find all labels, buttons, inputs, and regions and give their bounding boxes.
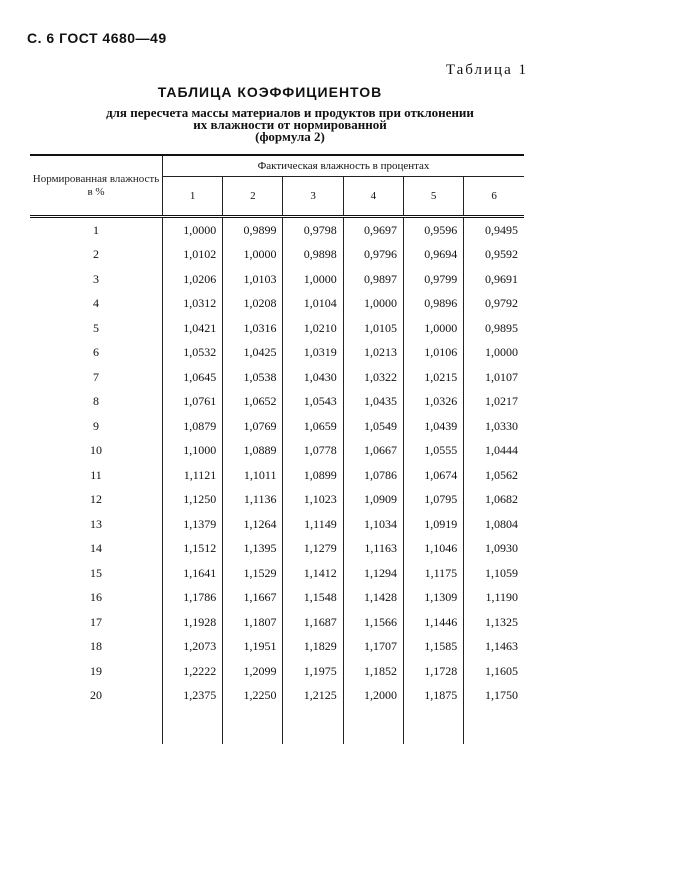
- coefficient-cell: 0,9796: [343, 243, 403, 268]
- coefficient-cell: 0,9694: [403, 243, 463, 268]
- table-row: [30, 635, 524, 660]
- coefficient-cell: 1,2250: [223, 684, 283, 709]
- coefficient-cell: 1,1707: [343, 635, 403, 660]
- coefficient-cell: 1,0562: [464, 463, 524, 488]
- coefficient-cell: 1,0105: [343, 316, 403, 341]
- coefficient-cell: 0,9697: [343, 218, 403, 243]
- coefficient-cell: 1,0421: [163, 316, 223, 341]
- row-header-humidity: 8: [93, 394, 99, 409]
- coefficient-cell: 1,1149: [283, 512, 343, 537]
- coefficient-cell: 0,9799: [403, 267, 463, 292]
- coefficient-cell: 1,0000: [403, 316, 463, 341]
- table-label: Таблица 1: [445, 62, 528, 78]
- coefficient-cell: 1,2073: [163, 635, 223, 660]
- coefficient-cell: 1,1046: [403, 537, 463, 562]
- coefficient-cell: 1,0102: [163, 243, 223, 268]
- table-row: [30, 218, 524, 243]
- row-header-humidity: 12: [90, 492, 102, 507]
- coefficient-cell: 1,0778: [283, 439, 343, 464]
- column-number-header: 2: [223, 177, 283, 217]
- coefficient-cell: 1,0208: [223, 292, 283, 317]
- coefficient-cell: 1,1585: [403, 635, 463, 660]
- coefficient-cell: 1,0104: [283, 292, 343, 317]
- table-row: [30, 684, 524, 709]
- coefficient-cell: 1,1379: [163, 512, 223, 537]
- coefficient-cell: 1,1395: [223, 537, 283, 562]
- coefficient-cell: 1,0786: [343, 463, 403, 488]
- coefficient-cell: 0,9495: [464, 218, 524, 243]
- coefficient-cell: 1,0555: [403, 439, 463, 464]
- coefficient-cell: 1,1786: [163, 586, 223, 611]
- coefficient-cell: 1,0919: [403, 512, 463, 537]
- row-header-humidity: 15: [90, 565, 102, 580]
- coefficient-cell: 1,0000: [223, 243, 283, 268]
- row-header-humidity: 17: [90, 614, 102, 629]
- coefficient-cell: 1,1687: [283, 610, 343, 635]
- coefficient-cell: 1,0659: [283, 414, 343, 439]
- coefficient-cell: 1,1512: [163, 537, 223, 562]
- column-number-header: 6: [464, 177, 524, 217]
- coefficient-cell: 1,1279: [283, 537, 343, 562]
- coefficient-cell: 1,0106: [403, 341, 463, 366]
- column-number-header: 1: [163, 177, 223, 217]
- coefficient-cell: 1,1412: [283, 561, 343, 586]
- coefficient-cell: 1,0000: [283, 267, 343, 292]
- coefficient-cell: 1,0667: [343, 439, 403, 464]
- table-row: [30, 414, 524, 439]
- row-header-humidity: 4: [93, 296, 99, 311]
- table-row: [30, 488, 524, 513]
- coefficient-cell: 1,1928: [163, 610, 223, 635]
- row-header-humidity: 7: [93, 369, 99, 384]
- row-header-humidity: 13: [90, 516, 102, 531]
- coefficient-cell: 1,0549: [343, 414, 403, 439]
- page-header: С. 6 ГОСТ 4680—49: [27, 30, 167, 46]
- row-header-humidity: 19: [90, 663, 102, 678]
- coefficient-cell: 1,1136: [223, 488, 283, 513]
- coefficient-cell: 1,1059: [464, 561, 524, 586]
- coefficient-cell: 1,0674: [403, 463, 463, 488]
- coefficient-cell: 1,1975: [283, 659, 343, 684]
- coefficient-cell: 1,0430: [283, 365, 343, 390]
- coefficient-cell: 1,1428: [343, 586, 403, 611]
- coefficient-cell: 1,1852: [343, 659, 403, 684]
- coefficient-cell: 1,0316: [223, 316, 283, 341]
- row-header-humidity: 6: [93, 345, 99, 360]
- row-header-humidity: 20: [90, 688, 102, 703]
- coefficient-cell: 1,0909: [343, 488, 403, 513]
- coefficient-cell: 1,0538: [223, 365, 283, 390]
- coefficient-cell: 1,0322: [343, 365, 403, 390]
- coefficient-cell: 1,1264: [223, 512, 283, 537]
- table-row: [30, 390, 524, 415]
- coefficient-cell: 1,0210: [283, 316, 343, 341]
- coefficient-cell: 1,1605: [464, 659, 524, 684]
- coefficient-cell: 1,0000: [464, 341, 524, 366]
- row-header-humidity: 14: [90, 541, 102, 556]
- coefficient-cell: 1,1023: [283, 488, 343, 513]
- coefficient-cell: 1,0889: [223, 439, 283, 464]
- table-row: [30, 537, 524, 562]
- coefficient-cell: 1,1951: [223, 635, 283, 660]
- table-row: [30, 610, 524, 635]
- coefficient-cell: 1,1250: [163, 488, 223, 513]
- coefficient-cell: 1,0761: [163, 390, 223, 415]
- table-title: ТАБЛИЦА КОЭФФИЦИЕНТОВ: [157, 84, 383, 100]
- row-header-humidity: 9: [93, 418, 99, 433]
- coefficient-cell: 1,0215: [403, 365, 463, 390]
- row-header-humidity: 2: [93, 247, 99, 262]
- corner-header: Нормированная влажность в %: [30, 155, 163, 217]
- coefficient-cell: 1,0330: [464, 414, 524, 439]
- coefficient-cell: 0,9792: [464, 292, 524, 317]
- row-header-humidity: 3: [93, 271, 99, 286]
- coefficient-cell: 1,1566: [343, 610, 403, 635]
- coefficient-cell: 1,0000: [163, 218, 223, 243]
- coefficient-cell: 1,1446: [403, 610, 463, 635]
- table-row: [30, 463, 524, 488]
- coefficient-cell: 1,1548: [283, 586, 343, 611]
- coefficient-cell: 1,0899: [283, 463, 343, 488]
- coefficient-cell: 1,0930: [464, 537, 524, 562]
- coefficient-cell: 1,0532: [163, 341, 223, 366]
- coefficient-cell: 1,0103: [223, 267, 283, 292]
- coefficient-cell: 1,2375: [163, 684, 223, 709]
- group-header: Фактическая влажность в процентах: [163, 155, 524, 177]
- row-header-humidity: 1: [93, 222, 99, 237]
- table-bottom-spacer: [30, 708, 524, 744]
- coefficients-table: [30, 154, 524, 744]
- coefficients-table-container: [30, 154, 524, 744]
- coefficient-cell: 1,1728: [403, 659, 463, 684]
- coefficient-cell: 1,1529: [223, 561, 283, 586]
- coefficient-cell: 1,0769: [223, 414, 283, 439]
- row-header-humidity: 11: [90, 467, 102, 482]
- coefficient-cell: 0,9899: [223, 218, 283, 243]
- table-row: [30, 243, 524, 268]
- coefficient-cell: 1,1829: [283, 635, 343, 660]
- row-header-humidity: 16: [90, 590, 102, 605]
- row-header-humidity: 5: [93, 320, 99, 335]
- coefficient-cell: 1,0444: [464, 439, 524, 464]
- coefficient-cell: 1,2125: [283, 684, 343, 709]
- coefficient-cell: 1,1190: [464, 586, 524, 611]
- table-row: [30, 341, 524, 366]
- coefficient-cell: 1,0439: [403, 414, 463, 439]
- coefficient-cell: 1,0645: [163, 365, 223, 390]
- coefficient-cell: 1,1294: [343, 561, 403, 586]
- coefficient-cell: 1,0804: [464, 512, 524, 537]
- coefficient-cell: 1,1163: [343, 537, 403, 562]
- coefficient-cell: 1,1121: [163, 463, 223, 488]
- column-number-header: 3: [283, 177, 343, 217]
- table-row: [30, 365, 524, 390]
- coefficient-cell: 1,0107: [464, 365, 524, 390]
- row-header-humidity: 10: [90, 443, 102, 458]
- coefficient-cell: 1,0682: [464, 488, 524, 513]
- coefficient-cell: 1,2000: [343, 684, 403, 709]
- coefficient-cell: 0,9592: [464, 243, 524, 268]
- table-row: [30, 439, 524, 464]
- coefficient-cell: 1,0206: [163, 267, 223, 292]
- column-number-header: 5: [403, 177, 463, 217]
- coefficient-cell: 1,1875: [403, 684, 463, 709]
- subtitle-line-2: их влажности от нормированной: [193, 117, 387, 132]
- coefficient-cell: 1,0217: [464, 390, 524, 415]
- coefficient-cell: 1,2099: [223, 659, 283, 684]
- subtitle-line-3: (формула 2): [255, 129, 325, 144]
- coefficient-cell: 0,9896: [403, 292, 463, 317]
- coefficient-cell: 1,0000: [343, 292, 403, 317]
- coefficient-cell: 0,9798: [283, 218, 343, 243]
- coefficient-cell: 1,1463: [464, 635, 524, 660]
- coefficient-cell: 0,9596: [403, 218, 463, 243]
- table-row: [30, 292, 524, 317]
- coefficient-cell: 1,0795: [403, 488, 463, 513]
- subtitle-line-1: для пересчета массы материалов и продуктов при отклонении: [106, 105, 474, 120]
- coefficient-cell: 1,1175: [403, 561, 463, 586]
- coefficient-cell: 1,1309: [403, 586, 463, 611]
- coefficient-cell: 0,9898: [283, 243, 343, 268]
- coefficient-cell: 1,0652: [223, 390, 283, 415]
- coefficient-cell: 0,9897: [343, 267, 403, 292]
- table-row: [30, 512, 524, 537]
- coefficient-cell: 1,1641: [163, 561, 223, 586]
- coefficient-cell: 1,0425: [223, 341, 283, 366]
- coefficient-cell: 1,1667: [223, 586, 283, 611]
- coefficient-cell: 1,2222: [163, 659, 223, 684]
- coefficient-cell: 0,9691: [464, 267, 524, 292]
- coefficient-cell: 1,1750: [464, 684, 524, 709]
- column-number-header: 4: [343, 177, 403, 217]
- coefficient-cell: 1,1034: [343, 512, 403, 537]
- coefficient-cell: 1,1325: [464, 610, 524, 635]
- table-row: [30, 267, 524, 292]
- coefficient-cell: 1,0543: [283, 390, 343, 415]
- coefficient-cell: 1,0312: [163, 292, 223, 317]
- table-row: [30, 659, 524, 684]
- table-row: [30, 586, 524, 611]
- row-header-humidity: 18: [90, 639, 102, 654]
- table-subtitle: [60, 107, 520, 143]
- coefficient-cell: 1,0319: [283, 341, 343, 366]
- coefficient-cell: 1,1000: [163, 439, 223, 464]
- coefficient-cell: 1,0435: [343, 390, 403, 415]
- coefficient-cell: 1,0326: [403, 390, 463, 415]
- coefficient-cell: 0,9895: [464, 316, 524, 341]
- coefficient-cell: 1,0879: [163, 414, 223, 439]
- table-row: [30, 561, 524, 586]
- table-row: [30, 316, 524, 341]
- coefficient-cell: 1,1011: [223, 463, 283, 488]
- coefficient-cell: 1,1807: [223, 610, 283, 635]
- coefficient-cell: 1,0213: [343, 341, 403, 366]
